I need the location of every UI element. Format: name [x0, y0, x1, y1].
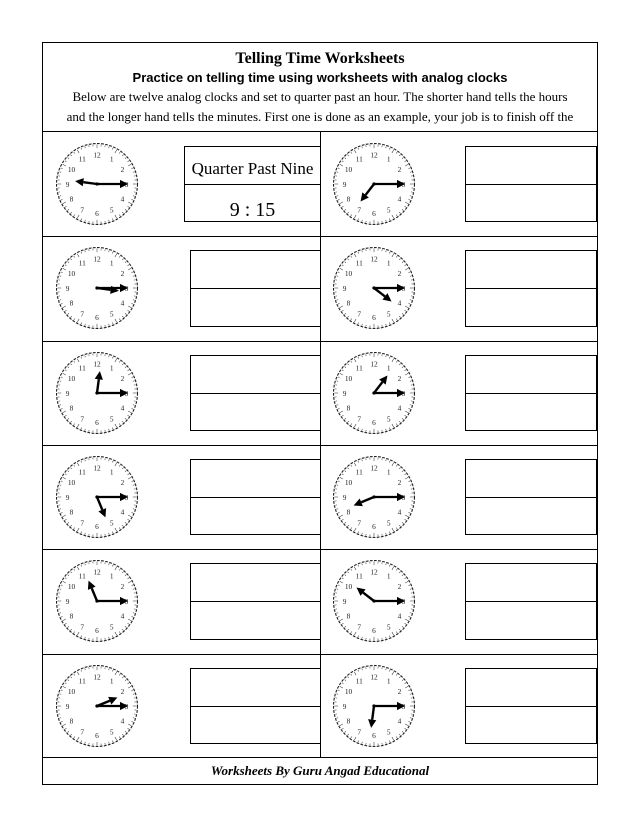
clock-numeral: 9: [342, 388, 347, 398]
clock-numeral: 9: [65, 179, 70, 189]
clock-numeral: 1: [386, 258, 391, 268]
clock-numeral: 10: [344, 269, 353, 279]
clock-numeral: 8: [69, 403, 74, 413]
clock-numeral: 2: [120, 686, 125, 696]
clock-numeral: 10: [67, 373, 76, 383]
clock-numeral: 6: [95, 418, 99, 428]
clock-numeral: 8: [69, 298, 74, 308]
clock-numeral: 8: [69, 611, 74, 621]
clock-center: [372, 183, 375, 186]
clock-numeral: 9: [342, 492, 347, 502]
clock-numeral: 2: [120, 269, 125, 279]
answer-box[interactable]: [190, 250, 321, 326]
analog-clock: [51, 660, 143, 752]
clock-numeral: 6: [372, 522, 376, 532]
clock-numeral: 5: [109, 205, 114, 215]
clock-numeral: 2: [120, 582, 125, 592]
clock-numeral: 11: [355, 258, 363, 268]
clock-numeral: 10: [344, 582, 353, 592]
clock-numeral: 12: [370, 359, 378, 369]
example-answer-words: Quarter Past Nine: [191, 159, 314, 178]
clock-numeral: 2: [397, 269, 402, 279]
clock-numeral: 4: [120, 298, 125, 308]
clock-numeral: 10: [344, 686, 353, 696]
clock-numeral: 4: [120, 507, 125, 517]
clock-numeral: 1: [386, 154, 391, 164]
clock-numeral: 7: [357, 622, 362, 632]
clock-numeral: 10: [67, 478, 76, 488]
clock-numeral: 1: [109, 467, 114, 477]
clock-numeral: 7: [80, 518, 85, 528]
answer-box[interactable]: [465, 563, 597, 639]
clock-cell: [43, 549, 320, 653]
clock-numeral: 6: [95, 522, 99, 532]
instructions-line-1: Below are twelve analog clocks and set to quarter past an hour. The shorter hand tells the hours: [72, 89, 568, 104]
clock-numeral: 4: [120, 403, 125, 413]
analog-clock: [328, 660, 420, 752]
clock-numeral: 10: [67, 686, 76, 696]
clock-numeral: 12: [370, 672, 378, 682]
clock-numeral: 10: [344, 373, 353, 383]
clock-numeral: 8: [69, 507, 74, 517]
clock-numeral: 12: [370, 254, 378, 264]
answer-divider: [466, 706, 596, 707]
clock-numeral: 5: [386, 518, 391, 528]
clock-numeral: 1: [109, 258, 114, 268]
footer-credit: Worksheets By Guru Angad Educational: [43, 757, 597, 784]
clock-numeral: 8: [346, 194, 351, 204]
clock-cell: [320, 445, 597, 549]
clock-center: [372, 287, 375, 290]
clock-center: [372, 496, 375, 499]
clock-numeral: 4: [397, 611, 402, 621]
analog-clock: [51, 451, 143, 543]
worksheet: [42, 42, 598, 785]
clock-numeral: 4: [120, 611, 125, 621]
clock-numeral: 7: [357, 205, 362, 215]
clock-grid: [43, 132, 597, 758]
clock-numeral: 12: [93, 463, 101, 473]
clock-numeral: 11: [78, 676, 86, 686]
clock-numeral: 10: [344, 478, 353, 488]
clock-center: [95, 391, 98, 394]
answer-divider: [191, 706, 320, 707]
clock-numeral: 1: [386, 467, 391, 477]
clock-numeral: 9: [65, 388, 70, 398]
analog-clock: [328, 138, 420, 230]
instructions-line-2: and the longer hand tells the minutes. First one is done as an example, your job is to finish off the: [66, 109, 574, 124]
clock-numeral: 10: [67, 165, 76, 175]
clock-cell: [320, 236, 597, 340]
clock-numeral: 11: [78, 154, 86, 164]
clock-numeral: 7: [80, 309, 85, 319]
clock-center: [95, 704, 98, 707]
clock-numeral: 9: [342, 701, 347, 711]
clock-numeral: 11: [78, 467, 86, 477]
clock-center: [95, 600, 98, 603]
clock-numeral: 10: [344, 165, 353, 175]
clock-numeral: 2: [397, 373, 402, 383]
answer-divider: [191, 393, 320, 394]
clock-numeral: 5: [109, 518, 114, 528]
clock-numeral: 12: [370, 567, 378, 577]
answer-divider: [466, 288, 596, 289]
clock-numeral: 10: [67, 582, 76, 592]
clock-numeral: 6: [372, 313, 376, 323]
clock-numeral: 12: [370, 150, 378, 160]
answer-divider: [466, 393, 596, 394]
answer-box[interactable]: [190, 563, 321, 639]
clock-numeral: 2: [120, 165, 125, 175]
clock-numeral: 5: [109, 414, 114, 424]
clock-numeral: 5: [109, 727, 114, 737]
worksheet-subtitle: Practice on telling time using worksheets with analog clocks: [132, 70, 508, 85]
clock-numeral: 8: [346, 298, 351, 308]
answer-divider: [466, 497, 596, 498]
clock-cell: [320, 341, 597, 445]
clock-numeral: 9: [65, 701, 70, 711]
clock-numeral: 6: [372, 209, 376, 219]
clock-numeral: 9: [342, 597, 347, 607]
answer-divider: [466, 184, 596, 185]
clock-numeral: 7: [80, 622, 85, 632]
clock-center: [95, 496, 98, 499]
clock-numeral: 12: [93, 254, 101, 264]
clock-cell: [43, 445, 320, 549]
worksheet-title: Telling Time Worksheets: [235, 50, 405, 67]
clock-numeral: 7: [80, 414, 85, 424]
clock-numeral: 12: [93, 150, 101, 160]
clock-numeral: 11: [355, 467, 363, 477]
clock-numeral: 4: [120, 716, 125, 726]
clock-numeral: 1: [109, 154, 114, 164]
clock-numeral: 2: [120, 478, 125, 488]
clock-numeral: 1: [386, 676, 391, 686]
answer-box[interactable]: [465, 355, 597, 431]
clock-numeral: 2: [120, 373, 125, 383]
answer-box[interactable]: [465, 146, 597, 222]
clock-numeral: 9: [65, 284, 70, 294]
worksheet-header: [43, 43, 597, 132]
clock-numeral: 6: [95, 313, 99, 323]
clock-numeral: 8: [346, 611, 351, 621]
example-answer-digital: 9 : 15: [229, 199, 276, 221]
analog-clock: [51, 347, 143, 439]
clock-numeral: 12: [93, 567, 101, 577]
clock-numeral: 12: [370, 463, 378, 473]
analog-clock: [51, 555, 143, 647]
clock-numeral: 1: [109, 363, 114, 373]
answer-divider: [191, 288, 320, 289]
clock-numeral: 7: [357, 414, 362, 424]
clock-numeral: 11: [355, 363, 363, 373]
clock-numeral: 1: [109, 571, 114, 581]
clock-numeral: 8: [346, 403, 351, 413]
clock-numeral: 4: [397, 403, 402, 413]
clock-numeral: 11: [355, 571, 363, 581]
clock-numeral: 5: [109, 622, 114, 632]
clock-numeral: 7: [80, 205, 85, 215]
clock-center: [95, 183, 98, 186]
clock-numeral: 10: [67, 269, 76, 279]
example-clock-cell: [43, 132, 320, 236]
answer-box[interactable]: [465, 459, 597, 535]
clock-numeral: 4: [397, 298, 402, 308]
clock-numeral: 5: [386, 622, 391, 632]
clock-numeral: 8: [69, 716, 74, 726]
clock-numeral: 9: [65, 597, 70, 607]
clock-numeral: 5: [109, 309, 114, 319]
analog-clock: [328, 451, 420, 543]
clock-numeral: 12: [93, 359, 101, 369]
clock-numeral: 9: [65, 492, 70, 502]
clock-numeral: 7: [80, 727, 85, 737]
clock-numeral: 4: [397, 194, 402, 204]
example-answer-box: [184, 146, 321, 222]
clock-numeral: 6: [372, 626, 376, 636]
clock-numeral: 7: [357, 727, 362, 737]
clock-numeral: 6: [372, 418, 376, 428]
clock-numeral: 5: [386, 205, 391, 215]
clock-numeral: 4: [397, 716, 402, 726]
clock-center: [372, 391, 375, 394]
answer-box[interactable]: [190, 355, 321, 431]
clock-numeral: 11: [355, 154, 363, 164]
analog-clock: [51, 138, 143, 230]
clock-numeral: 2: [397, 686, 402, 696]
clock-numeral: 1: [386, 363, 391, 373]
clock-numeral: 5: [386, 414, 391, 424]
answer-divider: [466, 601, 596, 602]
clock-cell: [43, 654, 320, 758]
clock-cell: [320, 132, 597, 236]
analog-clock: [328, 347, 420, 439]
clock-numeral: 11: [78, 258, 86, 268]
answer-box[interactable]: [190, 668, 321, 744]
clock-cell: [43, 341, 320, 445]
clock-numeral: 1: [386, 571, 391, 581]
clock-numeral: 2: [397, 165, 402, 175]
clock-numeral: 12: [93, 672, 101, 682]
answer-box[interactable]: [465, 668, 597, 744]
clock-cell: [43, 236, 320, 340]
clock-numeral: 8: [69, 194, 74, 204]
clock-numeral: 11: [78, 571, 86, 581]
clock-numeral: 8: [346, 507, 351, 517]
clock-center: [372, 600, 375, 603]
clock-numeral: 11: [78, 363, 86, 373]
clock-cell: [320, 549, 597, 653]
answer-box[interactable]: [190, 459, 321, 535]
clock-numeral: 2: [397, 582, 402, 592]
clock-numeral: 7: [357, 309, 362, 319]
clock-numeral: 5: [386, 309, 391, 319]
clock-numeral: 6: [95, 209, 99, 219]
analog-clock: [51, 242, 143, 334]
clock-numeral: 8: [346, 716, 351, 726]
clock-numeral: 6: [95, 731, 99, 741]
clock-center: [372, 704, 375, 707]
answer-divider: [191, 601, 320, 602]
clock-numeral: 4: [120, 194, 125, 204]
clock-numeral: 4: [397, 507, 402, 517]
clock-numeral: 6: [372, 731, 376, 741]
clock-numeral: 1: [109, 676, 114, 686]
clock-numeral: 9: [342, 284, 347, 294]
clock-numeral: 6: [95, 626, 99, 636]
clock-numeral: 9: [342, 179, 347, 189]
clock-cell: [320, 654, 597, 758]
clock-numeral: 5: [386, 727, 391, 737]
analog-clock: [328, 555, 420, 647]
analog-clock: [328, 242, 420, 334]
answer-divider: [191, 497, 320, 498]
answer-box[interactable]: [465, 250, 597, 326]
answer-divider: [185, 184, 320, 185]
clock-numeral: 7: [357, 518, 362, 528]
clock-numeral: 2: [397, 478, 402, 488]
clock-numeral: 11: [355, 676, 363, 686]
clock-center: [95, 287, 98, 290]
